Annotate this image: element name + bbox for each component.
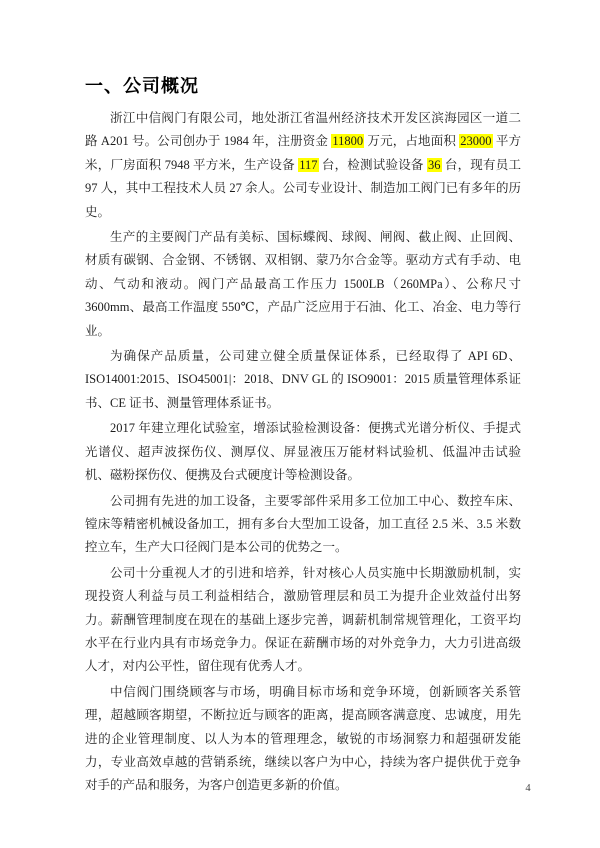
- highlighted-text: 23000: [460, 134, 492, 149]
- paragraph: [85, 490, 521, 560]
- page-number: 4: [525, 783, 531, 794]
- text-segment: 公司拥有先进的加工设备，主要零部件采用多工位加工中心、数控车床、镗床等精密机械设备加工，拥有多台大型加工设备，加工直径 2.5 米、3.5 米数控立车，生产大口径阀门是本公司的优势之一。: [85, 493, 521, 555]
- paragraph: [85, 417, 521, 487]
- document-body: [85, 107, 521, 798]
- paragraph: [85, 681, 521, 798]
- text-segment: 万元，占地面积: [364, 134, 460, 149]
- paragraph: [85, 107, 521, 224]
- text-segment: 为确保产品质量，公司建立健全质量保证体系，已经取得了 API 6D、ISO14001:2015、ISO45001|：2018、DNV GL 的 ISO9001：2015 质量管理体系证书、CE 证书、测量管理体系证书。: [85, 349, 521, 410]
- document-content: [85, 74, 521, 800]
- highlighted-text: 36: [428, 157, 441, 172]
- text-segment: 台，现有员工 97 人，其中工程技术人员 27 余人。公司专业设计、制造加工阀门已有多年的历史。: [85, 157, 521, 219]
- paragraph: [85, 562, 521, 679]
- text-segment: 中信阀门围绕顾客与市场，明确目标市场和竞争环境，创新顾客关系管理，超越顾客期望，不断拉近与顾客的距离，提高顾客满意度、忠诚度，用先进的企业管理制度、以人为本的管理理念，敏锐的市场洞察力和超强研发能力，专业高效卓越的营销系统，继续以客户为中心，持续为客户提供优于竞争对手的产品和服务，为客户创造更多新的价值。: [85, 684, 521, 793]
- paragraph: [85, 226, 521, 343]
- section-heading: 一、公司概况: [85, 76, 199, 96]
- text-segment: 平方米，厂房面积 7948 平方米，生产设备: [85, 134, 521, 172]
- highlighted-text: 117: [299, 157, 318, 172]
- text-segment: 台，检测试验设备: [318, 157, 427, 172]
- paragraph: [85, 345, 521, 415]
- text-segment: 2017 年建立理化试验室，增添试验检测设备：便携式光谱分析仪、手提式光谱仪、超声波探伤仪、测厚仪、屏显液压万能材料试验机、低温冲击试验机、磁粉探伤仪、便携及台式硬度计等检测设备。: [85, 421, 521, 483]
- text-segment: 公司十分重视人才的引进和培养，针对核心人员实施中长期激励机制，实现投资人利益与员工利益相结合，激励管理层和员工为提升企业效益付出努力。薪酬管理制度在现在的基础上逐步完善，调薪机制常规管理化，工资平均水平在行业内具有市场竞争力。保证在薪酬市场的对外竞争力，大力引进高级人才，对内公平性，留住现有优秀人才。: [85, 565, 521, 674]
- text-segment: 生产的主要阀门产品有美标、国标蝶阀、球阀、闸阀、截止阀、止回阀、材质有碳钢、合金钢、不锈钢、双相钢、蒙乃尔合金等。驱动方式有手动、电动、气动和液动。阀门产品最高工作压力 1500LB（260MPa）、公称尺寸 3600mm、最高工作温度 550℃，产品广泛应用于石油、化工、冶金、电力等行业。: [85, 230, 521, 338]
- text-segment: 浙江中信阀门有限公司，地处浙江省温州经济技术开发区滨海园区一道二路 A201 号。公司创办于 1984 年，注册资金: [85, 111, 521, 149]
- highlighted-text: 11800: [332, 134, 364, 149]
